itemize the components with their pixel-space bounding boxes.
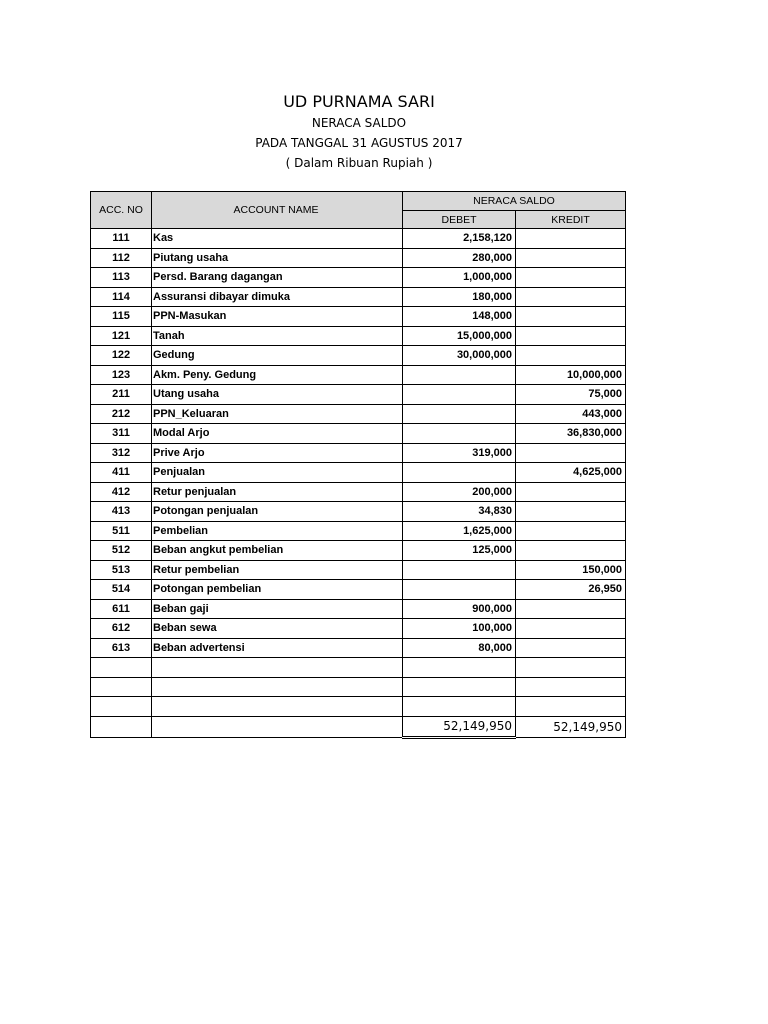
report-title: NERACA SALDO bbox=[311, 116, 407, 130]
account-name-cell: Retur penjualan bbox=[152, 482, 403, 502]
debet-cell: 30,000,000 bbox=[403, 346, 516, 366]
acc-no-cell: 112 bbox=[91, 248, 152, 268]
acc-no-cell: 311 bbox=[91, 424, 152, 444]
kredit-cell bbox=[516, 697, 626, 717]
kredit-cell: 443,000 bbox=[516, 404, 626, 424]
table-row bbox=[91, 697, 626, 717]
debet-cell: 280,000 bbox=[403, 248, 516, 268]
kredit-cell: 10,000,000 bbox=[516, 365, 626, 385]
acc-no-cell: 514 bbox=[91, 580, 152, 600]
acc-no-cell: 114 bbox=[91, 287, 152, 307]
account-name-cell: Piutang usaha bbox=[152, 248, 403, 268]
table-row bbox=[91, 502, 626, 522]
kredit-cell: 4,625,000 bbox=[516, 463, 626, 483]
account-name-cell bbox=[152, 697, 403, 717]
kredit-cell bbox=[516, 248, 626, 268]
account-name-cell: Penjualan bbox=[152, 463, 403, 483]
acc-no-cell: 512 bbox=[91, 541, 152, 561]
acc-no-cell: 211 bbox=[91, 385, 152, 405]
table-row bbox=[91, 677, 626, 697]
debet-cell bbox=[403, 580, 516, 600]
total-debet: 52,149,950 bbox=[403, 716, 516, 737]
acc-no-cell bbox=[91, 677, 152, 697]
report-date: PADA TANGGAL 31 AGUSTUS 2017 bbox=[255, 136, 463, 150]
kredit-cell bbox=[516, 287, 626, 307]
table-row bbox=[91, 326, 626, 346]
debet-cell bbox=[403, 560, 516, 580]
col-header-debet: DEBET bbox=[403, 211, 516, 229]
kredit-cell bbox=[516, 482, 626, 502]
kredit-cell bbox=[516, 521, 626, 541]
debet-cell: 34,830 bbox=[403, 502, 516, 522]
acc-no-cell: 411 bbox=[91, 463, 152, 483]
debet-cell bbox=[403, 677, 516, 697]
kredit-cell bbox=[516, 229, 626, 249]
table-row bbox=[91, 463, 626, 483]
debet-cell: 1,625,000 bbox=[403, 521, 516, 541]
kredit-cell bbox=[516, 326, 626, 346]
debet-cell bbox=[403, 463, 516, 483]
acc-no-cell: 513 bbox=[91, 560, 152, 580]
debet-cell: 1,000,000 bbox=[403, 268, 516, 288]
report-unit: ( Dalam Ribuan Rupiah ) bbox=[285, 156, 433, 170]
account-name-cell: Persd. Barang dagangan bbox=[152, 268, 403, 288]
account-name-cell: Potongan penjualan bbox=[152, 502, 403, 522]
account-name-cell: Utang usaha bbox=[152, 385, 403, 405]
kredit-cell bbox=[516, 502, 626, 522]
debet-cell: 125,000 bbox=[403, 541, 516, 561]
debet-cell bbox=[403, 404, 516, 424]
acc-no-cell: 511 bbox=[91, 521, 152, 541]
account-name-cell: Beban advertensi bbox=[152, 638, 403, 658]
acc-no-cell: 121 bbox=[91, 326, 152, 346]
company-title: UD PURNAMA SARI bbox=[283, 92, 435, 111]
acc-no-cell: 115 bbox=[91, 307, 152, 327]
account-name-cell bbox=[152, 658, 403, 678]
acc-no-cell: 412 bbox=[91, 482, 152, 502]
debet-cell bbox=[403, 365, 516, 385]
account-name-cell: Akm. Peny. Gedung bbox=[152, 365, 403, 385]
table-row bbox=[91, 658, 626, 678]
account-name-cell: Prive Arjo bbox=[152, 443, 403, 463]
debet-cell bbox=[403, 385, 516, 405]
totals-row bbox=[91, 716, 626, 737]
debet-cell: 319,000 bbox=[403, 443, 516, 463]
debet-cell bbox=[403, 658, 516, 678]
table-row bbox=[91, 268, 626, 288]
trial-balance-table bbox=[90, 191, 626, 739]
acc-no-cell: 212 bbox=[91, 404, 152, 424]
kredit-cell bbox=[516, 346, 626, 366]
table-row bbox=[91, 248, 626, 268]
kredit-cell: 36,830,000 bbox=[516, 424, 626, 444]
kredit-cell bbox=[516, 599, 626, 619]
table-row bbox=[91, 580, 626, 600]
account-name-cell: Beban gaji bbox=[152, 599, 403, 619]
table-row bbox=[91, 307, 626, 327]
debet-cell bbox=[403, 697, 516, 717]
acc-no-cell: 111 bbox=[91, 229, 152, 249]
kredit-cell bbox=[516, 268, 626, 288]
debet-cell bbox=[403, 424, 516, 444]
kredit-cell bbox=[516, 443, 626, 463]
debet-cell: 80,000 bbox=[403, 638, 516, 658]
totals-name-cell bbox=[152, 716, 403, 737]
table-row bbox=[91, 443, 626, 463]
kredit-cell bbox=[516, 307, 626, 327]
acc-no-cell: 113 bbox=[91, 268, 152, 288]
debet-cell: 200,000 bbox=[403, 482, 516, 502]
acc-no-cell: 611 bbox=[91, 599, 152, 619]
account-name-cell: Pembelian bbox=[152, 521, 403, 541]
account-name-cell: Beban sewa bbox=[152, 619, 403, 639]
table-row bbox=[91, 482, 626, 502]
debet-cell: 900,000 bbox=[403, 599, 516, 619]
col-header-kredit: KREDIT bbox=[516, 211, 626, 229]
table-row bbox=[91, 346, 626, 366]
table-row bbox=[91, 638, 626, 658]
acc-no-cell: 612 bbox=[91, 619, 152, 639]
account-name-cell: PPN_Keluaran bbox=[152, 404, 403, 424]
table-row bbox=[91, 404, 626, 424]
debet-cell: 100,000 bbox=[403, 619, 516, 639]
col-header-account-name: ACCOUNT NAME bbox=[152, 192, 403, 229]
account-name-cell: Kas bbox=[152, 229, 403, 249]
acc-no-cell: 123 bbox=[91, 365, 152, 385]
account-name-cell bbox=[152, 677, 403, 697]
kredit-cell: 75,000 bbox=[516, 385, 626, 405]
acc-no-cell bbox=[91, 697, 152, 717]
kredit-cell: 150,000 bbox=[516, 560, 626, 580]
table-row bbox=[91, 424, 626, 444]
totals-acc-cell bbox=[91, 716, 152, 737]
table-row bbox=[91, 287, 626, 307]
table-row bbox=[91, 521, 626, 541]
acc-no-cell: 613 bbox=[91, 638, 152, 658]
account-name-cell: PPN-Masukan bbox=[152, 307, 403, 327]
account-name-cell: Modal Arjo bbox=[152, 424, 403, 444]
debet-cell: 180,000 bbox=[403, 287, 516, 307]
table-row bbox=[91, 229, 626, 249]
account-name-cell: Beban angkut pembelian bbox=[152, 541, 403, 561]
table-row bbox=[91, 560, 626, 580]
account-name-cell: Tanah bbox=[152, 326, 403, 346]
table-row bbox=[91, 385, 626, 405]
account-name-cell: Assuransi dibayar dimuka bbox=[152, 287, 403, 307]
kredit-cell: 26,950 bbox=[516, 580, 626, 600]
col-header-acc-no: ACC. NO bbox=[91, 192, 152, 229]
kredit-cell bbox=[516, 638, 626, 658]
account-name-cell: Potongan pembelian bbox=[152, 580, 403, 600]
kredit-cell bbox=[516, 658, 626, 678]
kredit-cell bbox=[516, 677, 626, 697]
header-row bbox=[91, 192, 626, 211]
debet-cell: 15,000,000 bbox=[403, 326, 516, 346]
acc-no-cell: 312 bbox=[91, 443, 152, 463]
account-name-cell: Gedung bbox=[152, 346, 403, 366]
debet-cell: 148,000 bbox=[403, 307, 516, 327]
total-kredit: 52,149,950 bbox=[516, 716, 626, 737]
table-row bbox=[91, 365, 626, 385]
kredit-cell bbox=[516, 541, 626, 561]
table-row bbox=[91, 619, 626, 639]
debet-cell: 2,158,120 bbox=[403, 229, 516, 249]
table-row bbox=[91, 599, 626, 619]
col-header-group: NERACA SALDO bbox=[403, 192, 626, 211]
acc-no-cell: 413 bbox=[91, 502, 152, 522]
acc-no-cell bbox=[91, 658, 152, 678]
kredit-cell bbox=[516, 619, 626, 639]
acc-no-cell: 122 bbox=[91, 346, 152, 366]
table-row bbox=[91, 541, 626, 561]
account-name-cell: Retur pembelian bbox=[152, 560, 403, 580]
